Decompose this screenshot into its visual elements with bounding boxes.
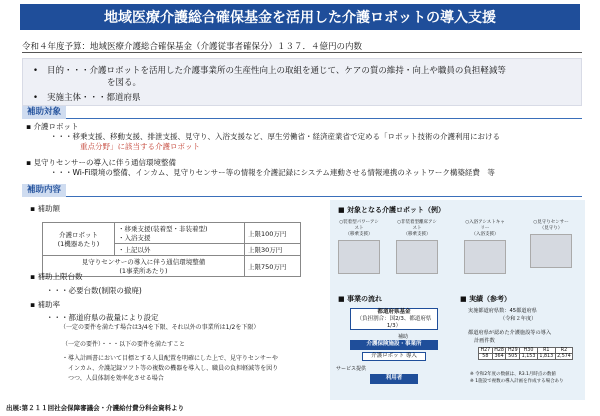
count-cell: 364 [492, 354, 506, 360]
purpose-label: 目的・・・ [47, 66, 90, 76]
table-row [479, 354, 573, 360]
amount-title: ▪ 補助額 [30, 204, 60, 213]
results-heading-text: 実績（参考） [469, 295, 512, 303]
page-title: 地域医療介護総合確保基金を活用した介護ロボットの導入支援 [20, 4, 580, 30]
flow-service: サービス提供 [336, 366, 367, 372]
purpose-row [33, 65, 506, 77]
section-target [22, 106, 582, 119]
sensor-item: 見守りセンサーの導入に伴う通信環境整備 [81, 258, 206, 266]
rate-desc: ・・・都道府県の裁量により設定 [46, 313, 159, 322]
item-2: ・入浴支援 [118, 234, 151, 242]
rate-title: ▪ 補助率 [30, 300, 60, 309]
purpose-text-2: を図る。 [107, 78, 142, 88]
robot-cell [43, 223, 115, 256]
robot-title: ▪ 介護ロボット [26, 122, 79, 131]
robot-image [530, 234, 572, 268]
robot-sub: （見守り） [539, 226, 563, 231]
count-cell: 58 [479, 354, 493, 360]
rate-title-text: 補助率 [37, 300, 60, 309]
purpose-box [22, 58, 582, 106]
robot-title-text: 介護ロボット [33, 122, 79, 131]
purpose-text: 介護ロボットを活用した介護事業所の生産性向上の取組を通じて、ケアの質の維持・向上や職員の負担軽減等 [89, 66, 506, 76]
condition-1: ・導入計画書において目標とする人員配置を明確にした上で、見守りセンサーや [62, 355, 278, 362]
year-cell: R1 [537, 348, 555, 354]
count-cell: 1,813 [539, 354, 554, 359]
bullet-icon: • [33, 66, 39, 76]
results-line4: 計画件数 [474, 338, 495, 344]
robot-name: ○非装着型離床アシスト [397, 220, 437, 231]
results-heading: ■ 実績（参考） [460, 295, 512, 303]
sensor-title-text: 見守りセンサーの導入に伴う通信環境整備 [33, 158, 176, 167]
robots-heading: ■ 対象となる介護ロボット（例） [338, 206, 446, 214]
implementer-text: 実施主体・・・都道府県 [47, 93, 141, 103]
rate-desc-2: （一定の要件を満たす場合は3/4を下限、それ以外の事業所は1/2を下限） [60, 324, 260, 331]
section-content [22, 184, 582, 197]
year-cell: H27 [480, 348, 491, 353]
robot-name: ○入浴アシストキャリー [465, 220, 505, 231]
condition-head: （一定の要件）・・・以下の要件を満たすこと [62, 341, 186, 348]
fund-sub: （負担割合：国2/3、都道府県1/3） [356, 316, 432, 329]
value-cell: 上限30万円 [245, 244, 301, 256]
year-cell: R2 [555, 348, 573, 354]
robot-image [338, 240, 380, 274]
section-label: 補助対象 [22, 106, 66, 119]
item-cell [115, 223, 245, 244]
robot-name: ○装着型パワーアシスト [339, 220, 379, 231]
robot-example [396, 220, 438, 274]
robot-label: 介護ロボット [59, 231, 98, 239]
value-cell: 上限100万円 [245, 223, 301, 244]
results-line3: 都道府県が認めた介護施設等の導入 [468, 330, 552, 336]
robot-example [464, 220, 506, 274]
sensor-desc: ・・・Wi-Fi環境の整備、インカム、見守りセンサー等の情報を介護記録にシステム連動させる情報連携のネットワーク構築経費 等 [50, 168, 495, 177]
table-row [43, 223, 301, 244]
year-cell: H30 [520, 348, 538, 354]
results-line1: 実施都道府県数：45都道府県 [468, 308, 537, 314]
robot-desc-2: 重点分野」に該当する介護ロボット [80, 142, 200, 151]
subsidy-table [42, 222, 301, 277]
amount-title-text: 補助額 [37, 204, 60, 213]
count-cell: 505 [506, 354, 520, 360]
user-box: 利用者 [370, 374, 418, 384]
install-box: 介護ロボット 導入 [362, 352, 426, 361]
robot-sub: （移乗支援） [345, 232, 373, 237]
flow-heading-text: 事業の流れ [347, 295, 383, 303]
robots-heading-text: 対象となる介護ロボット（例） [347, 206, 446, 214]
section-label: 補助内容 [22, 184, 66, 197]
robot-image [396, 240, 438, 274]
limit-title-text: 補助上限台数 [37, 272, 83, 281]
source-text: 出展:第２１１回社会保障審議会・介護給付費分科会資料より [6, 404, 185, 412]
results-footnote-1: ※ 令和2年度の数値は、R3.1月時点の数値 [470, 372, 556, 377]
bullet-icon: • [33, 93, 39, 103]
sensor-item-sub: (1事業所あたり) [119, 267, 168, 275]
robot-desc: ・・・移乗支援、移動支援、排泄支援、見守り、入浴支援など、厚生労働省・経済産業省で定める「ロボット技術の介護利用における [50, 132, 500, 141]
robot-sub: （入浴支援） [471, 232, 499, 237]
limit-desc: ・・・必要台数(制限の撤廃) [46, 286, 142, 295]
year-cell: H29 [507, 348, 518, 353]
condition-2: インカム、介護記録ソフト等の複数の機器を導入し、職員の負担軽減等を図り [68, 365, 279, 372]
flow-heading: ■ 事業の流れ [338, 295, 383, 303]
robot-sub: （移乗支援） [403, 232, 431, 237]
condition-3: つつ、人員体制を効率化させる場合 [68, 375, 164, 382]
item-1: ・移乗支援(装着型・非装着型) [118, 225, 208, 233]
count-cell: 2,574 [557, 354, 571, 359]
facility-box: 介護保険施設・事業所 [350, 340, 438, 350]
value-cell: 上限750万円 [245, 256, 301, 277]
flow-subsidy: 補助 [398, 334, 409, 340]
fund-label: 都道府県基金 [377, 309, 411, 315]
item-cell: ・上記以外 [115, 244, 245, 256]
results-table [478, 347, 573, 360]
robot-example [530, 220, 572, 268]
results-footnote-2: ※ 1施設で複数の導入計画を作成する場合あり [470, 379, 564, 384]
budget-text: 令和４年度予算：地域医療介護総合確保基金（介護従事者確保分）１３７．４億円の内数 [22, 42, 363, 52]
results-line2: （令和２年度） [500, 316, 537, 322]
limit-title: ▪ 補助上限台数 [30, 272, 83, 281]
robot-name: ○見守りセンサー [533, 220, 569, 225]
sensor-title: ▪ 見守りセンサーの導入に伴う通信環境整備 [26, 158, 176, 167]
year-cell: H28 [494, 348, 504, 353]
fund-box [350, 308, 438, 330]
robot-example [338, 220, 380, 274]
robot-label-sub: (1機器あたり) [57, 240, 100, 248]
divider [22, 52, 582, 53]
implementer-row [33, 92, 141, 104]
robot-image [464, 240, 506, 274]
count-cell: 1,153 [521, 354, 536, 359]
